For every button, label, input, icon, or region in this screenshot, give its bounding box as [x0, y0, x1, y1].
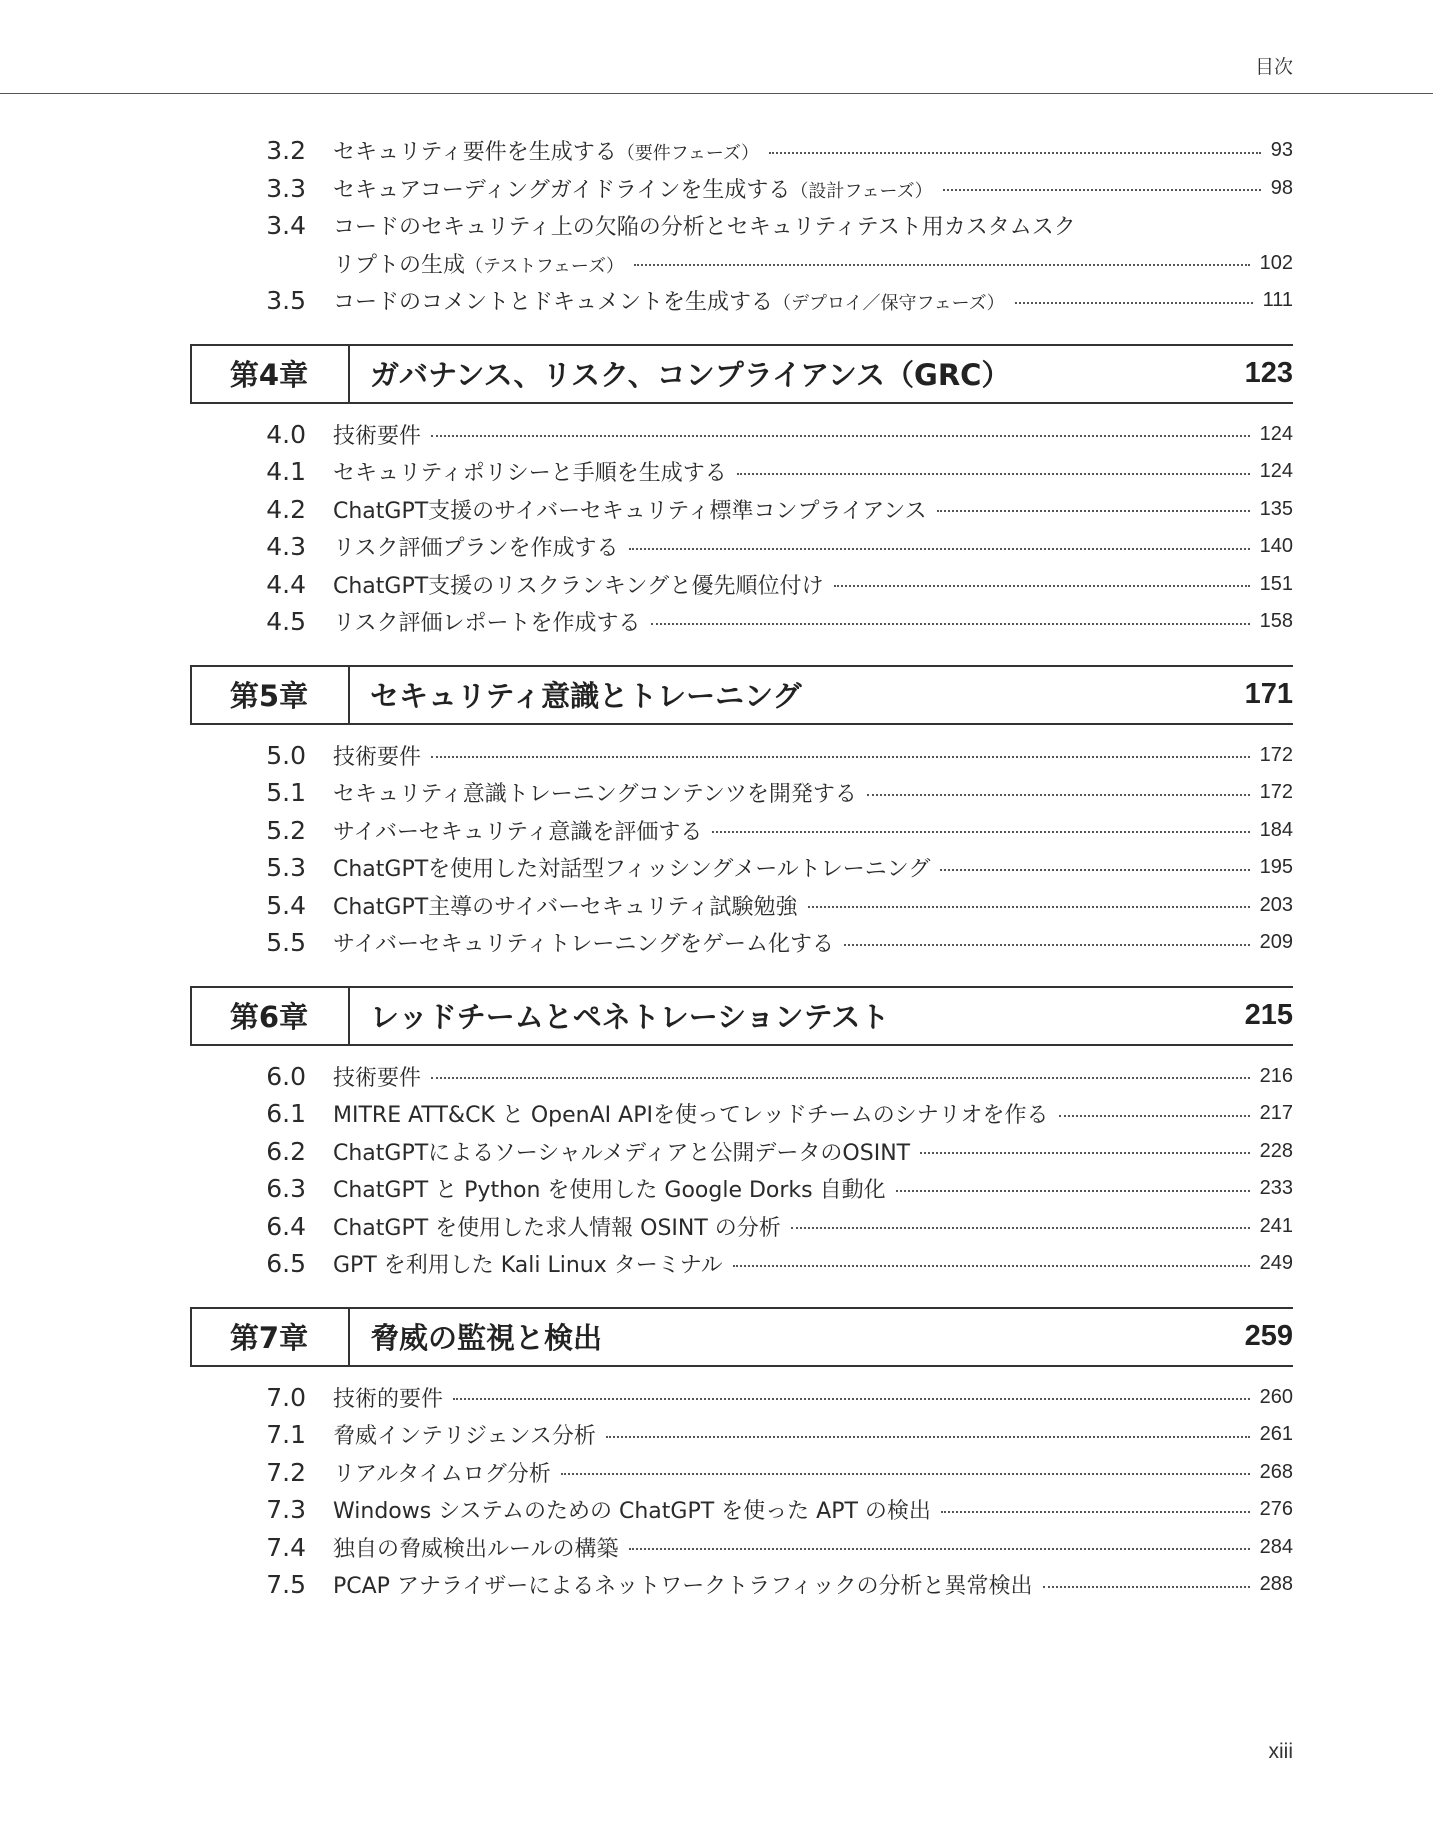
section-number: 7.0	[266, 1382, 306, 1412]
section-phase: （設計フェーズ）	[790, 180, 933, 202]
toc-entry[interactable]	[190, 282, 1293, 320]
chapter-page: 171	[1244, 678, 1293, 710]
section-number: 7.3	[266, 1495, 306, 1525]
leader-dots	[629, 548, 1250, 550]
section-number: 5.5	[266, 928, 306, 958]
section-phase: （デプロイ／保守フェーズ）	[773, 293, 1005, 315]
page-number: 111	[1262, 289, 1293, 312]
section-title: ChatGPT支援のサイバーセキュリティ標準コンプライアンス	[333, 498, 927, 524]
section-title: サイバーセキュリティトレーニングをゲーム化する	[333, 932, 834, 958]
leader-dots	[1059, 1115, 1250, 1117]
toc-entry[interactable]	[190, 1208, 1293, 1246]
leader-dots	[431, 1077, 1250, 1079]
chapter-heading[interactable]	[190, 986, 1293, 1046]
toc-entry[interactable]	[190, 207, 1293, 245]
page-number: 195	[1259, 856, 1293, 879]
section-title: リスク評価レポートを作成する	[333, 611, 641, 637]
section-number: 4.5	[266, 607, 306, 637]
section-number: 7.2	[266, 1457, 306, 1487]
page-number: 124	[1259, 460, 1293, 483]
section-title: リアルタイムログ分析	[333, 1461, 551, 1487]
toc-entry[interactable]	[190, 1170, 1293, 1208]
section-title: ChatGPTによるソーシャルメディアと公開データのOSINT	[333, 1140, 911, 1166]
leader-dots	[737, 473, 1250, 475]
page-number: 140	[1259, 535, 1293, 558]
toc-entry[interactable]	[190, 1529, 1293, 1567]
section-title: セキュリティ意識トレーニングコンテンツを開発する	[333, 782, 857, 808]
section-number: 4.1	[266, 457, 306, 487]
section-number: 6.5	[266, 1249, 306, 1279]
toc-entry[interactable]	[190, 1454, 1293, 1492]
chapter-page: 215	[1244, 999, 1293, 1031]
section-phase: （要件フェーズ）	[616, 143, 760, 165]
toc-entry[interactable]	[190, 1133, 1293, 1171]
section-number: 4.4	[266, 569, 306, 599]
section-number: 3.3	[266, 173, 306, 203]
section-title: リスク評価プランを作成する	[333, 536, 619, 562]
leader-dots	[733, 1265, 1250, 1267]
leader-dots	[431, 435, 1250, 437]
section-title: ChatGPT支援のリスクランキングと優先順位付け	[333, 573, 824, 599]
chapter-page: 259	[1244, 1320, 1293, 1352]
section-number: 5.1	[266, 778, 306, 808]
toc-entry[interactable]	[190, 132, 1293, 170]
page-number: 216	[1259, 1064, 1293, 1087]
section-number: 6.4	[266, 1211, 306, 1241]
page-number: 172	[1259, 743, 1293, 766]
chapter-title: 脅威の監視と検出	[370, 1321, 603, 1355]
page-number: 93	[1270, 139, 1293, 162]
page-number: 288	[1259, 1573, 1293, 1596]
page-number: 249	[1259, 1252, 1293, 1275]
leader-dots	[606, 1436, 1250, 1438]
leader-dots	[629, 1548, 1250, 1550]
leader-dots	[769, 152, 1261, 154]
page-number: 261	[1259, 1423, 1293, 1446]
section-title: セキュリティ要件を生成する（要件フェーズ）	[333, 140, 760, 166]
toc-entry[interactable]	[190, 1491, 1293, 1529]
chapter-label: 第5章	[190, 667, 350, 723]
toc-entry[interactable]	[190, 1095, 1293, 1133]
section-number: 4.2	[266, 494, 306, 524]
page-number: 102	[1259, 251, 1293, 274]
page-number: 217	[1259, 1102, 1293, 1125]
section-phase: （テストフェーズ）	[465, 255, 624, 277]
section-title: 技術要件	[333, 423, 422, 449]
section-number: 6.3	[266, 1174, 306, 1204]
toc-entry[interactable]	[190, 924, 1293, 962]
table-of-contents	[190, 132, 1293, 1604]
leader-dots	[896, 1190, 1250, 1192]
page-number: 209	[1259, 931, 1293, 954]
section-number: 5.2	[266, 815, 306, 845]
toc-entry[interactable]	[190, 849, 1293, 887]
page-number: 284	[1259, 1535, 1293, 1558]
section-title: MITRE ATT&CK と OpenAI APIを使ってレッドチームのシナリオを作る	[333, 1103, 1049, 1129]
leader-dots	[867, 794, 1250, 796]
chapter-title: ガバナンス、リスク、コンプライアンス（GRC）	[370, 358, 1011, 392]
page-number: 172	[1259, 781, 1293, 804]
section-number: 5.4	[266, 890, 306, 920]
chapter-title: セキュリティ意識とトレーニング	[370, 679, 802, 713]
section-number: 4.3	[266, 532, 306, 562]
page-number: 203	[1259, 893, 1293, 916]
toc-entry[interactable]	[190, 603, 1293, 641]
toc-entry[interactable]	[190, 1058, 1293, 1096]
chapter-heading[interactable]	[190, 344, 1293, 404]
leader-dots	[561, 1473, 1250, 1475]
chapter-page: 123	[1244, 357, 1293, 389]
toc-entry[interactable]	[190, 416, 1293, 454]
chapter-title: レッドチームとペネトレーションテスト	[370, 1000, 890, 1034]
page-number: 124	[1259, 422, 1293, 445]
leader-dots	[431, 756, 1250, 758]
section-title: サイバーセキュリティ意識を評価する	[333, 819, 703, 845]
leader-dots	[453, 1398, 1250, 1400]
toc-entry[interactable]	[190, 566, 1293, 604]
chapter-label: 第4章	[190, 346, 350, 402]
toc-entry[interactable]	[190, 491, 1293, 529]
page-number: 276	[1259, 1498, 1293, 1521]
toc-entry[interactable]	[190, 737, 1293, 775]
page-number: 184	[1259, 818, 1293, 841]
section-title: ChatGPT を使用した求人情報 OSINT の分析	[333, 1215, 781, 1241]
section-title: 技術要件	[333, 744, 422, 770]
chapter-heading[interactable]	[190, 1307, 1293, 1367]
leader-dots	[634, 264, 1250, 266]
leader-dots	[791, 1227, 1250, 1229]
section-title: コードのコメントとドキュメントを生成する（デプロイ／保守フェーズ）	[333, 290, 1005, 316]
section-number: 6.2	[266, 1136, 306, 1166]
leader-dots	[844, 944, 1250, 946]
page-number: 260	[1259, 1385, 1293, 1408]
toc-entry[interactable]	[190, 812, 1293, 850]
section-number: 6.0	[266, 1061, 306, 1091]
section-title: ChatGPT主導のサイバーセキュリティ試験勉強	[333, 894, 798, 920]
section-title: PCAP アナライザーによるネットワークトラフィックの分析と異常検出	[333, 1574, 1033, 1600]
leader-dots	[941, 1511, 1250, 1513]
toc-entry[interactable]	[190, 528, 1293, 566]
section-number: 6.1	[266, 1099, 306, 1129]
toc-entry[interactable]	[190, 453, 1293, 491]
page-number: 233	[1259, 1177, 1293, 1200]
section-number: 4.0	[266, 419, 306, 449]
section-number: 7.4	[266, 1532, 306, 1562]
leader-dots	[920, 1152, 1250, 1154]
page-number: 151	[1259, 572, 1293, 595]
page-number: 98	[1270, 176, 1293, 199]
leader-dots	[834, 585, 1250, 587]
chapter-heading[interactable]	[190, 665, 1293, 725]
leader-dots	[1015, 302, 1253, 304]
section-title: Windows システムのための ChatGPT を使った APT の検出	[333, 1499, 931, 1525]
toc-entry[interactable]	[190, 1416, 1293, 1454]
section-number: 5.3	[266, 853, 306, 883]
folio-page-number: xiii	[1268, 1740, 1293, 1763]
leader-dots	[937, 510, 1250, 512]
section-title: セキュリティポリシーと手順を生成する	[333, 461, 727, 487]
section-number: 7.5	[266, 1570, 306, 1600]
chapter-label: 第6章	[190, 988, 350, 1044]
section-number: 3.2	[266, 136, 306, 166]
section-title: 脅威インテリジェンス分析	[333, 1424, 596, 1450]
section-title: 技術要件	[333, 1065, 422, 1091]
section-title: 技術的要件	[333, 1386, 444, 1412]
page-number: 268	[1259, 1460, 1293, 1483]
section-title: GPT を利用した Kali Linux ターミナル	[333, 1253, 723, 1279]
section-title-continued: リプトの生成（テストフェーズ）	[333, 252, 624, 278]
toc-entry[interactable]	[190, 774, 1293, 812]
leader-dots	[651, 623, 1250, 625]
section-number: 3.5	[266, 286, 306, 316]
page-number: 135	[1259, 497, 1293, 520]
page-number: 158	[1259, 610, 1293, 633]
section-title: セキュアコーディングガイドラインを生成する（設計フェーズ）	[333, 177, 933, 203]
section-title: ChatGPTを使用した対話型フィッシングメールトレーニング	[333, 857, 931, 883]
leader-dots	[1043, 1586, 1250, 1588]
page-number: 228	[1259, 1139, 1293, 1162]
toc-entry-continuation[interactable]	[190, 245, 1293, 283]
running-header: 目次	[1254, 56, 1293, 78]
toc-entry[interactable]	[190, 887, 1293, 925]
toc-entry[interactable]	[190, 170, 1293, 208]
page-number: 241	[1259, 1214, 1293, 1237]
section-number: 5.0	[266, 740, 306, 770]
section-title: ChatGPT と Python を使用した Google Dorks 自動化	[333, 1178, 886, 1204]
header-rule	[0, 93, 1433, 94]
section-title: コードのセキュリティ上の欠陥の分析とセキュリティテスト用カスタムスク	[333, 215, 1076, 241]
toc-entry[interactable]	[190, 1379, 1293, 1417]
leader-dots	[712, 831, 1249, 833]
toc-entry[interactable]	[190, 1566, 1293, 1604]
chapter-label: 第7章	[190, 1309, 350, 1365]
section-number: 3.4	[266, 211, 306, 241]
section-title: 独自の脅威検出ルールの構築	[333, 1536, 619, 1562]
toc-entry[interactable]	[190, 1245, 1293, 1283]
leader-dots	[808, 906, 1250, 908]
leader-dots	[943, 189, 1261, 191]
leader-dots	[940, 869, 1249, 871]
section-number: 7.1	[266, 1420, 306, 1450]
